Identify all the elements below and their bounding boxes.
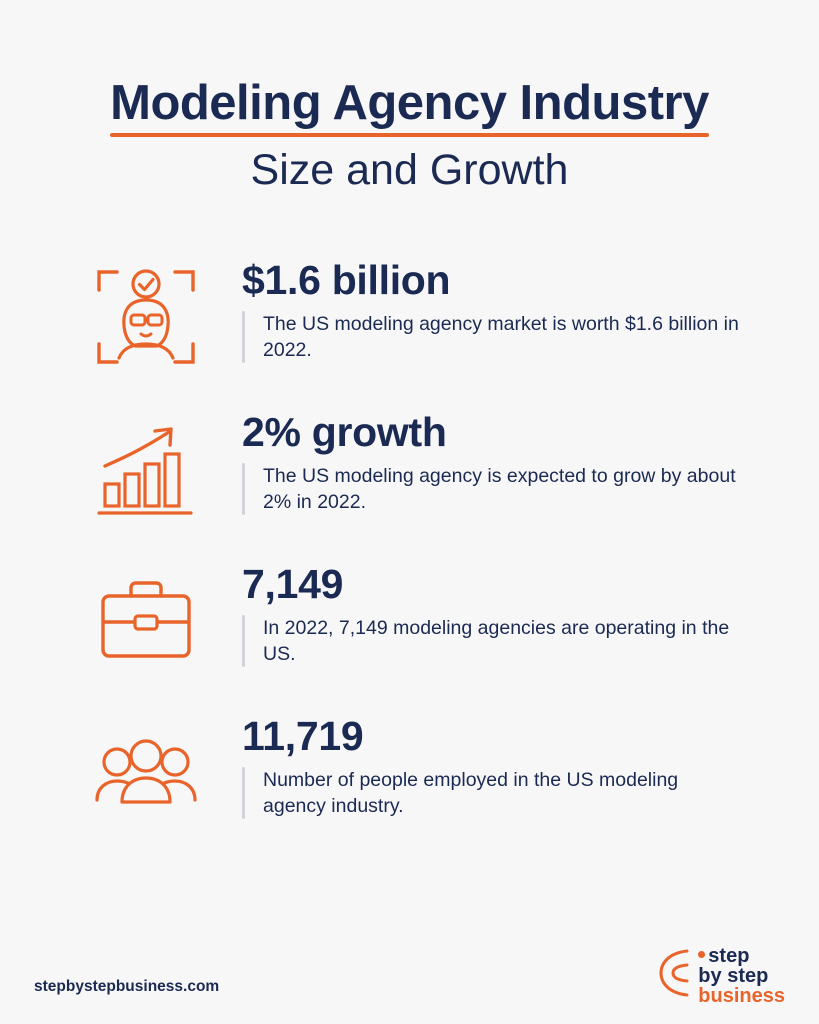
stat-divider	[242, 311, 245, 364]
footer	[0, 936, 819, 1024]
title-block	[0, 0, 819, 195]
stat-description-wrap	[242, 615, 743, 668]
stat-row	[84, 559, 779, 711]
logo-line-1-text: step	[708, 944, 750, 967]
people-group-icon	[84, 711, 208, 835]
logo-dot-icon	[698, 951, 705, 958]
title-main-wrap	[110, 78, 709, 137]
stat-value: $1.6 billion	[242, 256, 451, 303]
growth-bar-chart-icon	[84, 407, 208, 531]
stat-description-wrap	[242, 767, 743, 820]
stat-content	[208, 711, 743, 820]
footer-website: stepbystepbusiness.com	[34, 978, 220, 995]
briefcase-icon	[84, 559, 208, 683]
stat-value: 2% growth	[242, 408, 447, 455]
logo-text	[698, 946, 785, 1006]
model-portrait-icon	[84, 255, 208, 379]
brand-logo[interactable]	[657, 945, 785, 1006]
stat-description: The US modeling agency market is worth $1.6 billion in 2022.	[263, 312, 739, 362]
stat-description-wrap	[242, 463, 743, 516]
stat-content	[208, 559, 743, 668]
stat-value: 11,719	[242, 712, 364, 759]
stat-row	[84, 255, 779, 407]
stat-description-wrap	[242, 311, 743, 364]
stat-row	[84, 407, 779, 559]
logo-swoosh-icon	[657, 945, 691, 1006]
stat-row	[84, 711, 779, 863]
stats-list	[0, 255, 819, 863]
page-subtitle: Size and Growth	[250, 146, 569, 195]
logo-line-3: business	[698, 984, 785, 1007]
stat-description: In 2022, 7,149 modeling agencies are operating in the US.	[263, 616, 730, 666]
page-title: Modeling Agency Industry	[110, 76, 709, 130]
logo-line-1	[698, 946, 785, 966]
title-underline	[110, 133, 709, 137]
stat-divider	[242, 463, 245, 516]
stat-description: The US modeling agency is expected to grow by about 2% in 2022.	[263, 464, 736, 514]
logo-line-2: by step	[698, 964, 769, 987]
stat-value: 7,149	[242, 560, 344, 607]
stat-content	[208, 255, 743, 364]
stat-divider	[242, 767, 245, 820]
stat-divider	[242, 615, 245, 668]
stat-content	[208, 407, 743, 516]
stat-description: Number of people employed in the US modeling agency industry.	[263, 768, 679, 818]
